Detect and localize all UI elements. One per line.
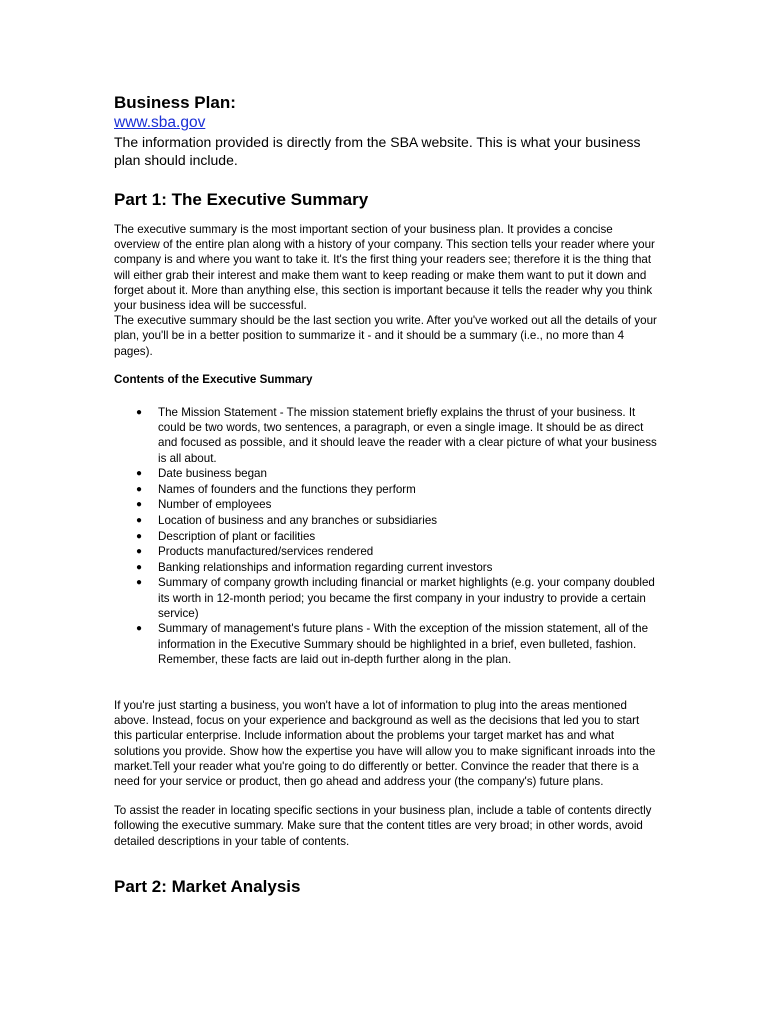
bullet-icon: ● (136, 483, 143, 495)
list-item-text: Number of employees (158, 498, 272, 512)
list-item-text: Products manufactured/services rendered (158, 545, 374, 559)
list-item-text: Banking relationships and information regarding current investors (158, 560, 493, 574)
executive-summary-paragraph-1: The executive summary is the most important section of your business plan. It provides a concise overview of the entire plan along with a history of your company. This section tells your reader where your company is and where you want to take it. It's the first thing your readers see; therefore it is the thing that will either grab their interest and make them want to keep reading or make them want to put it down and forget about it. More than anything else, this section is important because it tells the reader why you think your business idea will be successful. (114, 223, 655, 313)
list-item (114, 482, 659, 497)
list-item-text: Summary of company growth including financial or market highlights (e.g. your company doubled its worth in 12-month period; you became the first company in your industry to provide a certain service) (158, 576, 655, 620)
contents-heading: Contents of the Executive Summary (114, 372, 313, 386)
list-item (114, 466, 659, 481)
executive-summary-paragraph-2: The executive summary should be the last section you write. After you've worked out all the details of your plan, you'll be in a better position to summarize it - and it should be a summary (i.e., no more than 4 pages). (114, 314, 657, 358)
list-item-text: Description of plant or facilities (158, 529, 316, 543)
list-item (114, 513, 659, 528)
list-item (114, 497, 659, 512)
list-item (114, 529, 659, 544)
list-item (114, 575, 659, 621)
executive-summary-paragraph-3: If you're just starting a business, you won't have a lot of information to plug into the areas mentioned above. Instead, focus on your experience and background as well as the decisions that led you to start this particular enterprise. Include information about the problems your target market has and what solutions you provide. Show how the expertise you have will allow you to make significant inroads into the market.Tell your reader what you're going to do differently or better. Convince the reader that there is a need for your service or product, then go ahead and address your (the company's) future plans. (114, 699, 656, 789)
document-title: Business Plan: (114, 93, 236, 112)
sba-website-link[interactable]: www.sba.gov (114, 114, 206, 131)
bullet-icon: ● (136, 561, 143, 573)
list-item-text: Date business began (158, 467, 267, 481)
document-content (114, 93, 659, 909)
list-item (114, 544, 659, 559)
list-item-text: The Mission Statement - The mission statement briefly explains the thrust of your business. It could be two words, two sentences, a paragraph, or even a single image. It should be as direct and focused as possible, and it should leave the reader with a clear picture of what your business is all about. (158, 406, 657, 465)
bullet-icon: ● (136, 577, 143, 589)
intro-text: The information provided is directly from the SBA website. This is what your business plan should include. (114, 134, 641, 168)
part2-heading: Part 2: Market Analysis (114, 876, 301, 896)
bullet-icon: ● (136, 499, 143, 511)
list-item-text: Location of business and any branches or subsidiaries (158, 514, 438, 528)
bullet-icon: ● (136, 546, 143, 558)
list-item (114, 621, 659, 667)
list-item (114, 560, 659, 575)
list-item-text: Summary of management's future plans - With the exception of the mission statement, all of the information in the Executive Summary should be highlighted in a brief, even bulleted, fashion. Remember, these facts are laid out in-depth further along in the plan. (158, 622, 649, 666)
bullet-icon: ● (136, 468, 143, 480)
bullet-icon: ● (136, 623, 143, 635)
bullet-icon: ● (136, 530, 143, 542)
bullet-icon: ● (136, 515, 143, 527)
bullet-icon: ● (136, 407, 143, 419)
list-item (114, 405, 659, 466)
executive-summary-paragraph-4: To assist the reader in locating specific sections in your business plan, include a table of contents directly following the executive summary. Make sure that the content titles are very broad; in other words, avoid detailed descriptions in your table of contents. (114, 804, 652, 848)
part1-heading: Part 1: The Executive Summary (114, 190, 369, 209)
executive-summary-contents-list (114, 405, 659, 667)
list-item-text: Names of founders and the functions they perform (158, 482, 416, 496)
